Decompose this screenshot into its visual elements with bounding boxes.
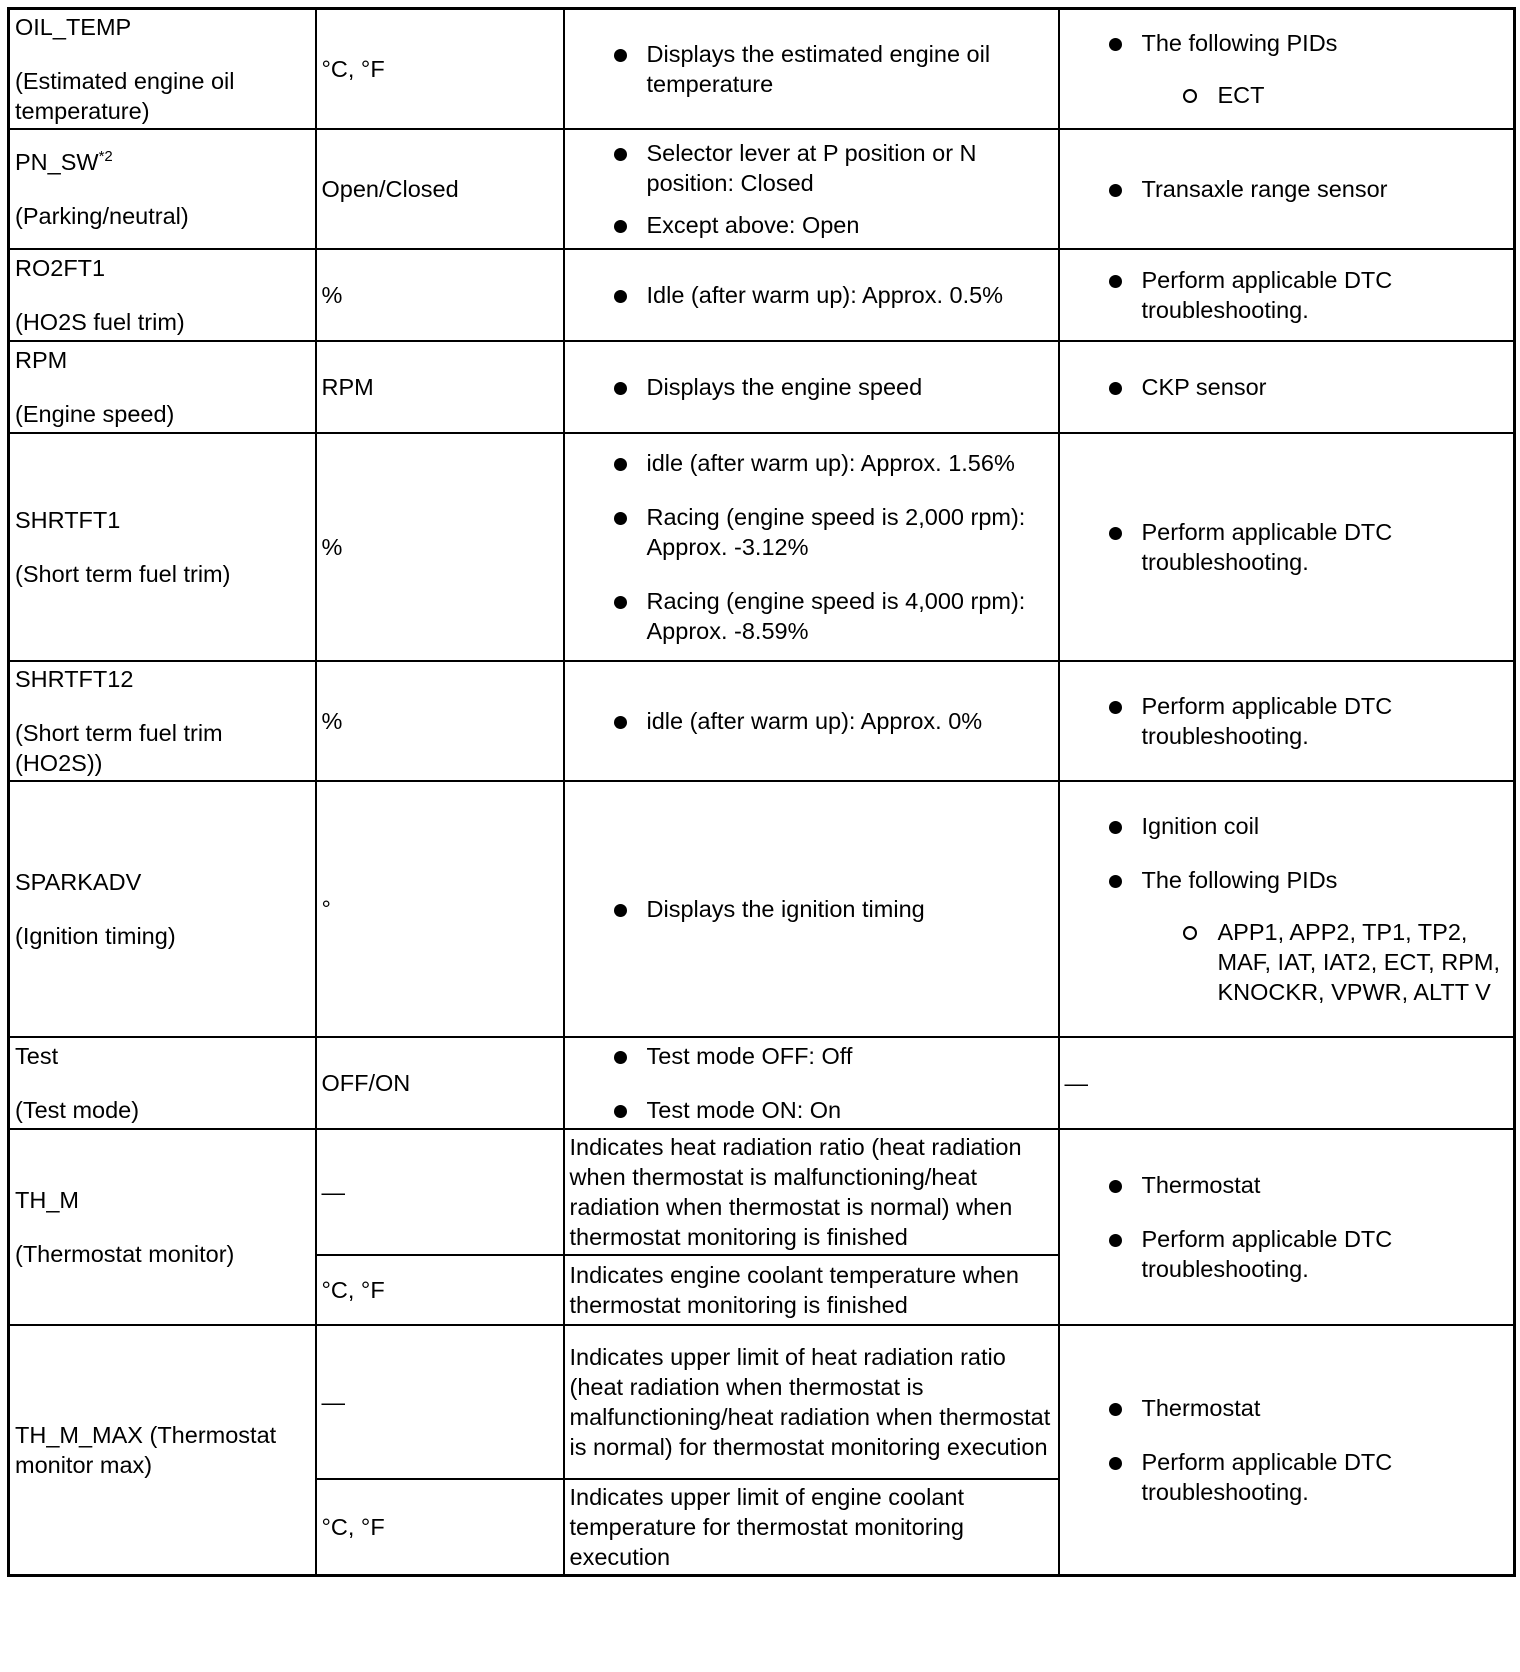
unit-cell — [316, 781, 564, 1037]
list-item: Transaxle range sensor — [1065, 174, 1509, 204]
table-row — [9, 1037, 1515, 1129]
table-row — [9, 433, 1515, 661]
bullet-icon — [614, 290, 627, 303]
bullet-icon — [614, 512, 627, 525]
bullet-icon — [614, 1105, 627, 1118]
action-cell — [1059, 341, 1515, 433]
list-item: Displays the engine speed — [570, 372, 1053, 402]
pid-cell — [9, 661, 316, 781]
condition-text: Indicates engine coolant temperature when thermostat monitoring is finished — [569, 1262, 1019, 1318]
table-row — [9, 1129, 1515, 1255]
table-row — [9, 9, 1515, 130]
list-item: The following PIDs APP1, APP2, TP1, TP2, MAF, IAT, IAT2, ECT, RPM, KNOCKR, VPWR, ALTT V — [1065, 865, 1509, 1007]
table-row — [9, 129, 1515, 249]
bullet-icon — [614, 148, 627, 161]
pid-cell — [9, 9, 316, 130]
unit-text: — — [321, 1179, 345, 1205]
list-item: Thermostat — [1065, 1170, 1509, 1200]
unit-cell — [316, 1255, 564, 1325]
pid-description: (Short term fuel trim (HO2S)) — [15, 720, 223, 776]
bullet-icon — [1109, 184, 1122, 197]
pid-description: (Short term fuel trim) — [15, 561, 231, 587]
table-row — [9, 249, 1515, 341]
unit-text: ° — [321, 896, 331, 922]
pid-cell — [9, 129, 316, 249]
bullet-icon — [1109, 1180, 1122, 1193]
condition-cell — [564, 341, 1059, 433]
pid-cell — [9, 433, 316, 661]
condition-cell — [564, 9, 1059, 130]
list-item: idle (after warm up): Approx. 0% — [570, 706, 1053, 736]
action-cell — [1059, 1129, 1515, 1325]
unit-text: — — [321, 1389, 345, 1415]
condition-cell — [564, 433, 1059, 661]
pid-name: RPM — [15, 347, 68, 373]
list-item: idle (after warm up): Approx. 1.56% — [570, 448, 1053, 478]
pid-description: (Engine speed) — [15, 401, 175, 427]
action-cell — [1059, 433, 1515, 661]
list-item: The following PIDs ECT — [1065, 28, 1509, 110]
unit-cell — [316, 433, 564, 661]
circle-bullet-icon — [1183, 89, 1197, 103]
bullet-icon — [614, 458, 627, 471]
list-item: Test mode ON: On — [570, 1095, 1053, 1125]
pid-description: (Test mode) — [15, 1097, 140, 1123]
unit-text: % — [321, 708, 343, 734]
unit-text: OFF/ON — [321, 1070, 411, 1096]
list-item: Idle (after warm up): Approx. 0.5% — [570, 280, 1053, 310]
condition-cell — [564, 1479, 1059, 1576]
condition-text: Indicates upper limit of heat radiation ratio (heat radiation when thermostat is malfunctioning/heat radiation when thermostat is normal) for thermostat monitoring execution — [569, 1344, 1051, 1460]
bullet-icon — [614, 1051, 627, 1064]
condition-cell — [564, 1037, 1059, 1129]
pid-cell — [9, 341, 316, 433]
unit-text: °C, °F — [321, 1514, 385, 1540]
list-item: Perform applicable DTC troubleshooting. — [1065, 1447, 1509, 1507]
bullet-icon — [614, 382, 627, 395]
condition-cell — [564, 1325, 1059, 1479]
pid-cell — [9, 1037, 316, 1129]
action-cell — [1059, 661, 1515, 781]
list-item: Racing (engine speed is 4,000 rpm): Approx. -8.59% — [570, 586, 1053, 646]
bullet-icon — [1109, 821, 1122, 834]
action-cell — [1059, 249, 1515, 341]
sub-list-item: ECT — [1142, 80, 1509, 110]
condition-cell — [564, 781, 1059, 1037]
unit-cell — [316, 129, 564, 249]
pid-cell — [9, 1129, 316, 1325]
sub-list-item: APP1, APP2, TP1, TP2, MAF, IAT, IAT2, ECT, RPM, KNOCKR, VPWR, ALTT V — [1142, 917, 1509, 1007]
condition-cell — [564, 1129, 1059, 1255]
bullet-icon — [1109, 1234, 1122, 1247]
list-item: Selector lever at P position or N position: Closed — [570, 138, 1053, 198]
pid-description: (Estimated engine oil temperature) — [15, 68, 235, 124]
condition-text: Indicates upper limit of engine coolant temperature for thermostat monitoring execution — [569, 1484, 965, 1570]
bullet-icon — [614, 904, 627, 917]
table-row — [9, 661, 1515, 781]
bullet-icon — [1109, 1457, 1122, 1470]
action-cell — [1059, 781, 1515, 1037]
pid-name: SPARKADV — [15, 869, 142, 895]
list-item: Perform applicable DTC troubleshooting. — [1065, 265, 1509, 325]
condition-cell — [564, 129, 1059, 249]
empty-dash: — — [1064, 1070, 1088, 1096]
list-item: Displays the ignition timing — [570, 894, 1053, 924]
list-item: Perform applicable DTC troubleshooting. — [1065, 517, 1509, 577]
pid-name: TH_M — [15, 1187, 79, 1213]
condition-text: Indicates heat radiation ratio (heat radiation when thermostat is malfunctioning/heat radiation when thermostat is normal) when thermostat monitoring is finished — [569, 1134, 1022, 1250]
bullet-icon — [1109, 701, 1122, 714]
circle-bullet-icon — [1183, 926, 1197, 940]
pid-name: RO2FT1 — [15, 255, 106, 281]
list-item: Test mode OFF: Off — [570, 1041, 1053, 1071]
unit-cell — [316, 1037, 564, 1129]
action-cell — [1059, 129, 1515, 249]
pid-name: TH_M_MAX (Thermostat monitor max) — [15, 1422, 277, 1478]
unit-text: % — [321, 282, 343, 308]
pid-name: OIL_TEMP — [15, 14, 132, 40]
bullet-icon — [614, 220, 627, 233]
footnote-mark: *2 — [98, 148, 113, 166]
bullet-icon — [1109, 527, 1122, 540]
unit-text: RPM — [321, 374, 374, 400]
bullet-icon — [1109, 275, 1122, 288]
pid-name: SHRTFT12 — [15, 666, 134, 692]
bullet-icon — [614, 49, 627, 62]
unit-cell — [316, 1479, 564, 1576]
bullet-icon — [1109, 382, 1122, 395]
bullet-icon — [1109, 1403, 1122, 1416]
list-item: Displays the estimated engine oil temperature — [570, 39, 1053, 99]
list-item: Thermostat — [1065, 1393, 1509, 1423]
pid-cell — [9, 249, 316, 341]
table-row — [9, 1325, 1515, 1479]
pid-description: (Thermostat monitor) — [15, 1241, 235, 1267]
pid-description: (Parking/neutral) — [15, 203, 189, 229]
condition-cell — [564, 249, 1059, 341]
action-cell — [1059, 1325, 1515, 1576]
unit-text: °C, °F — [321, 1277, 385, 1303]
unit-cell — [316, 1129, 564, 1255]
unit-text: Open/Closed — [321, 176, 459, 202]
pid-name: PN_SW$^{*2}$ — [15, 148, 113, 175]
unit-cell — [316, 661, 564, 781]
pid-cell — [9, 1325, 316, 1576]
unit-cell — [316, 249, 564, 341]
pid-name: Test — [15, 1043, 59, 1069]
pid-cell — [9, 781, 316, 1037]
pid-table — [7, 7, 1516, 1577]
bullet-icon — [614, 596, 627, 609]
table-row — [9, 341, 1515, 433]
unit-cell — [316, 341, 564, 433]
bullet-icon — [1109, 38, 1122, 51]
bullet-icon — [1109, 875, 1122, 888]
bullet-icon — [614, 716, 627, 729]
condition-cell — [564, 1255, 1059, 1325]
unit-cell — [316, 1325, 564, 1479]
pid-description: (HO2S fuel trim) — [15, 309, 185, 335]
list-item: Racing (engine speed is 2,000 rpm): Approx. -3.12% — [570, 502, 1053, 562]
action-cell — [1059, 1037, 1515, 1129]
list-item: Perform applicable DTC troubleshooting. — [1065, 691, 1509, 751]
list-item: Ignition coil — [1065, 811, 1509, 841]
pid-description: (Ignition timing) — [15, 923, 176, 949]
list-item: Perform applicable DTC troubleshooting. — [1065, 1224, 1509, 1284]
unit-text: °C, °F — [321, 56, 385, 82]
list-item: CKP sensor — [1065, 372, 1509, 402]
unit-cell — [316, 9, 564, 130]
condition-cell — [564, 661, 1059, 781]
list-item: Except above: Open — [570, 210, 1053, 240]
table-row — [9, 781, 1515, 1037]
unit-text: % — [321, 534, 343, 560]
pid-name: SHRTFT1 — [15, 507, 121, 533]
action-cell — [1059, 9, 1515, 130]
